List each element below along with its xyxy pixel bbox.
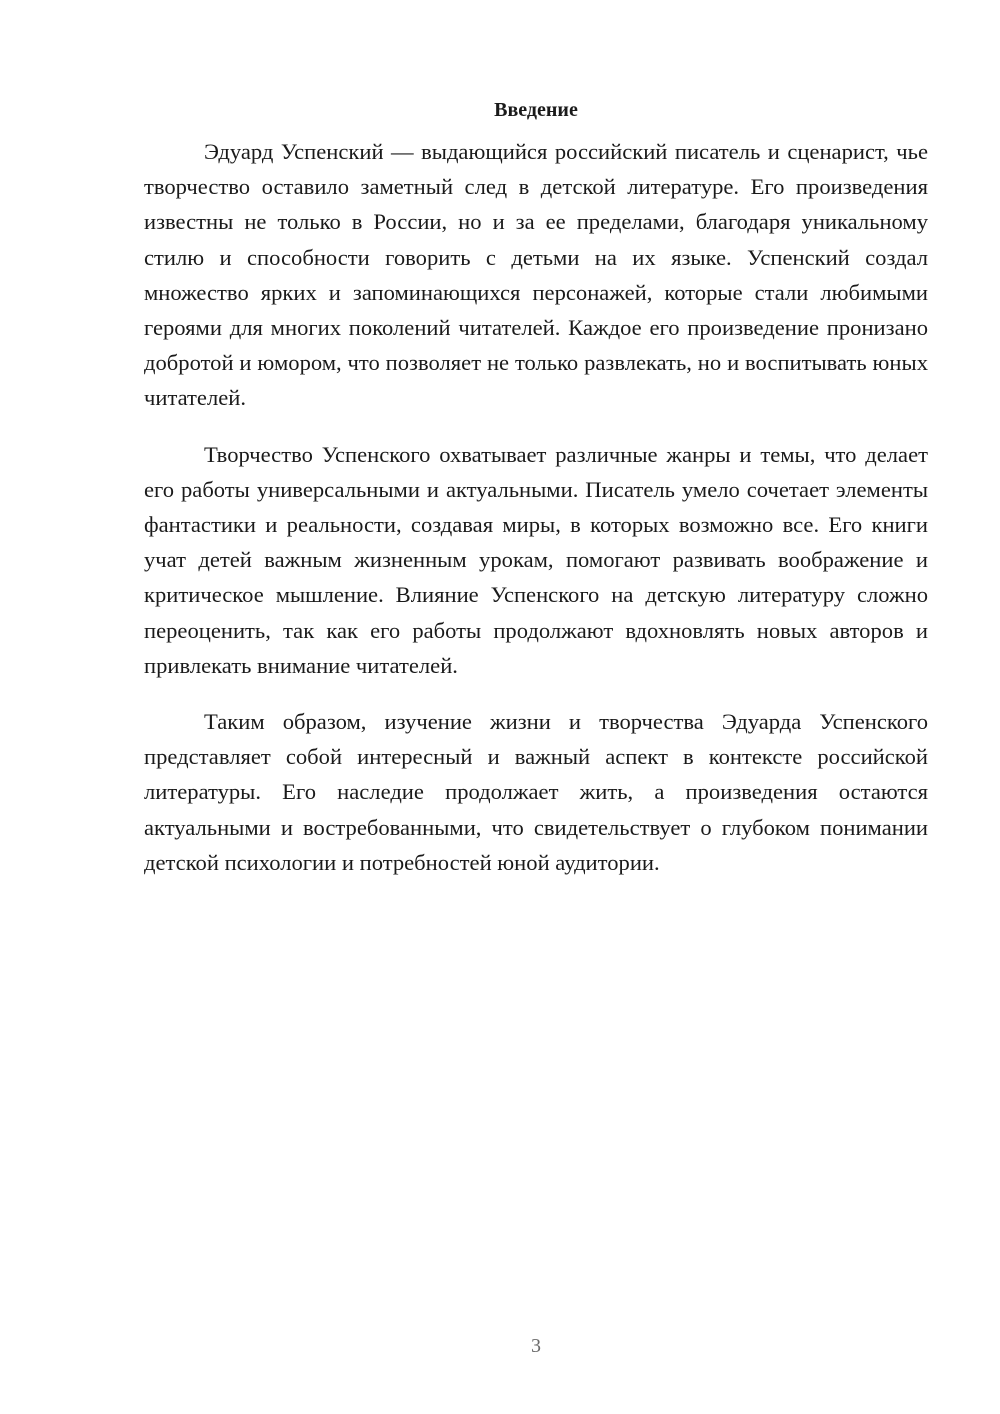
paragraph-3: Таким образом, изучение жизни и творчества Эдуарда Успенского представляет собой интересный и важный аспект в контексте российской литературы. Его наследие продолжает жить, а произведения остаются актуальными и востребованными, что свидетельствует о глубоком понимании детской психологии и потребностей юной аудитории. (144, 709, 928, 875)
paragraph-2: Творчество Успенского охватывает различные жанры и темы, что делает его работы универсальными и актуальными. Писатель умело сочетает элементы фантастики и реальности, создавая миры, в которых возможно все. Его книги учат детей важным жизненным урокам, помогают развивать воображение и критическое мышление. Влияние Успенского на детскую литературу сложно переоценить, так как его работы продолжают вдохновлять новых авторов и привлекать внимание читателей. (144, 441, 928, 678)
page-content (144, 96, 928, 901)
page-number: 3 (531, 1335, 541, 1357)
paragraph-1: Эдуард Успенский — выдающийся российский писатель и сценарист, чье творчество оставило заметный след в детской литературе. Его произведения известны не только в России, но и за ее пределами, благодаря уникальному стилю и способности говорить с детьми на их языке. Успенский создал множество ярких и запоминающихся персонажей, которые стали любимыми героями для многих поколений читателей. Каждое его произведение пронизано добротой и юмором, что позволяет не только развлекать, но и воспитывать юных читателей. (144, 139, 928, 411)
page-title: Введение (494, 99, 578, 121)
